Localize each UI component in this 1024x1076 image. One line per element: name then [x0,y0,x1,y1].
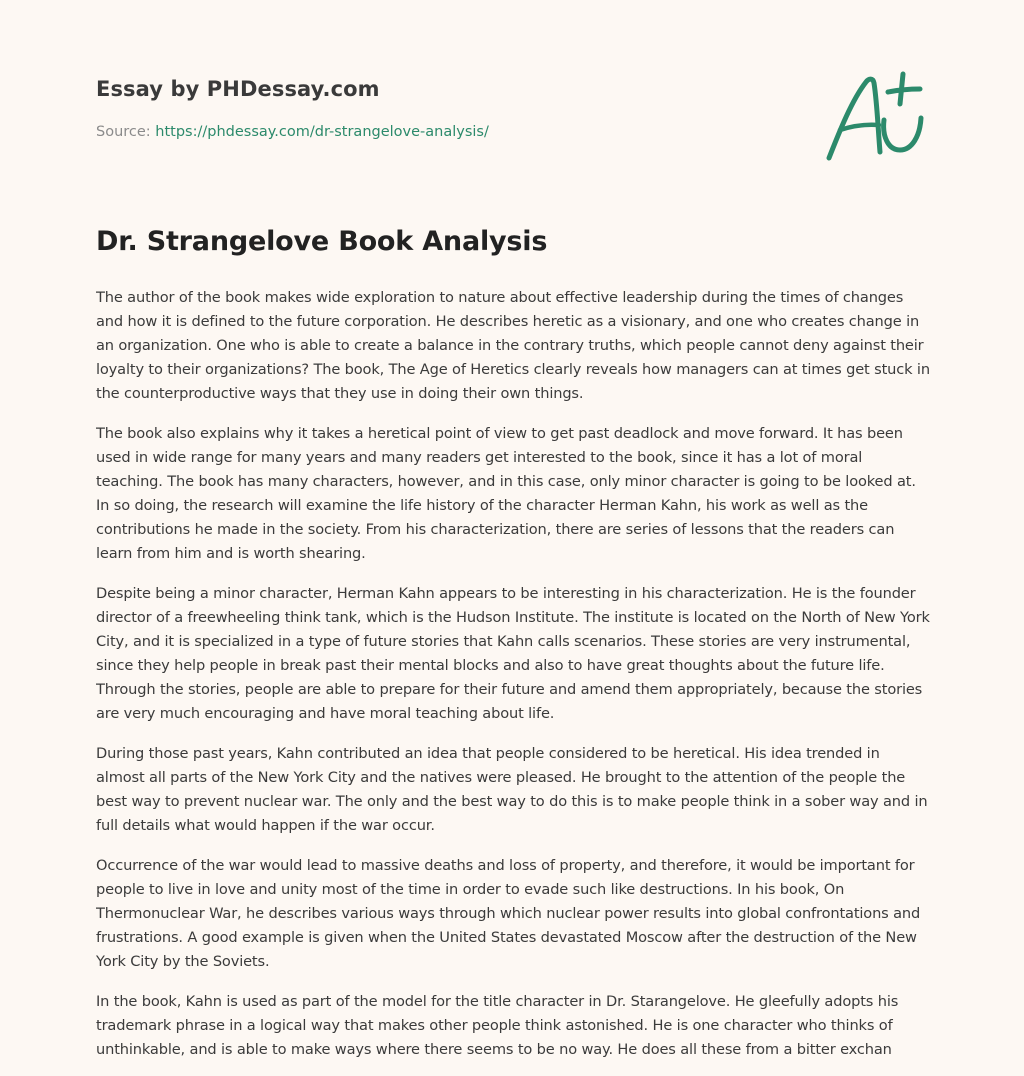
article-paragraph: Despite being a minor character, Herman Kahn appears to be interesting in his characterization. He is the founder director of a freewheeling think tank, which is the Hudson Institute. The institute is located on the North of New York City, and it is specialized in a type of future stories that Kahn calls scenarios. These stories are very instrumental, since they help people in break past their mental blocks and also to have great thoughts about the future life. Through the stories, people are able to prepare for their future and amend them appropriately, because the stories are very much encouraging and have moral teaching about life. [96,585,930,722]
source-link[interactable]: https://phdessay.com/dr-strangelove-analysis/ [155,124,489,140]
a-plus-logo-icon [822,68,926,164]
article-paragraph: During those past years, Kahn contributed an idea that people considered to be heretical. His idea trended in almost all parts of the New York City and the natives were pleased. He brought to the attention of the people the best way to prevent nuclear war. The only and the best way to do this is to make people think in a sober way and in full details what would happen if the war occur. [96,745,928,834]
article-paragraph: In the book, Kahn is used as part of the model for the title character in Dr. Starangelove. He gleefully adopts his trademark phrase in a logical way that makes other people think astonished. He is one character who thinks of unthinkable, and is able to make ways where there seems to be no way. He does all these from a bitter exchan [96,993,899,1058]
source-label: Source: [96,124,151,140]
article-paragraph: The book also explains why it takes a heretical point of view to get past deadlock and move forward. It has been used in wide range for many years and many readers get interested to the book, since it has a lot of moral teaching. The book has many characters, however, and in this case, only minor character is going to be looked at. In so doing, the research will examine the life history of the character Herman Kahn, his work as well as the contributions he made in the society. From his characterization, there are series of lessons that the readers can learn from him and is worth shearing. [96,425,916,562]
article-title: Dr. Strangelove Book Analysis [96,226,548,257]
article-paragraph: The author of the book makes wide exploration to nature about effective leadership during the times of changes and how it is defined to the future corporation. He describes heretic as a visionary, and one who creates change in an organization. One who is able to create a balance in the contrary truths, which people cannot deny against their loyalty to their organizations? The book, The Age of Heretics clearly reveals how managers can at times get stuck in the counterproductive ways that they use in doing their own things. [96,289,930,402]
site-brand-title: Essay by PHDessay.com [96,77,380,101]
source-line [96,124,489,140]
article-paragraph: Occurrence of the war would lead to massive deaths and loss of property, and therefore, it would be important for people to live in love and unity most of the time in order to evade such like destructions. In his book, On Thermonuclear War, he describes various ways through which nuclear power results into global confrontations and frustrations. A good example is given when the United States devastated Moscow after the destruction of the New York City by the Soviets. [96,857,921,970]
article-body [96,286,932,1076]
